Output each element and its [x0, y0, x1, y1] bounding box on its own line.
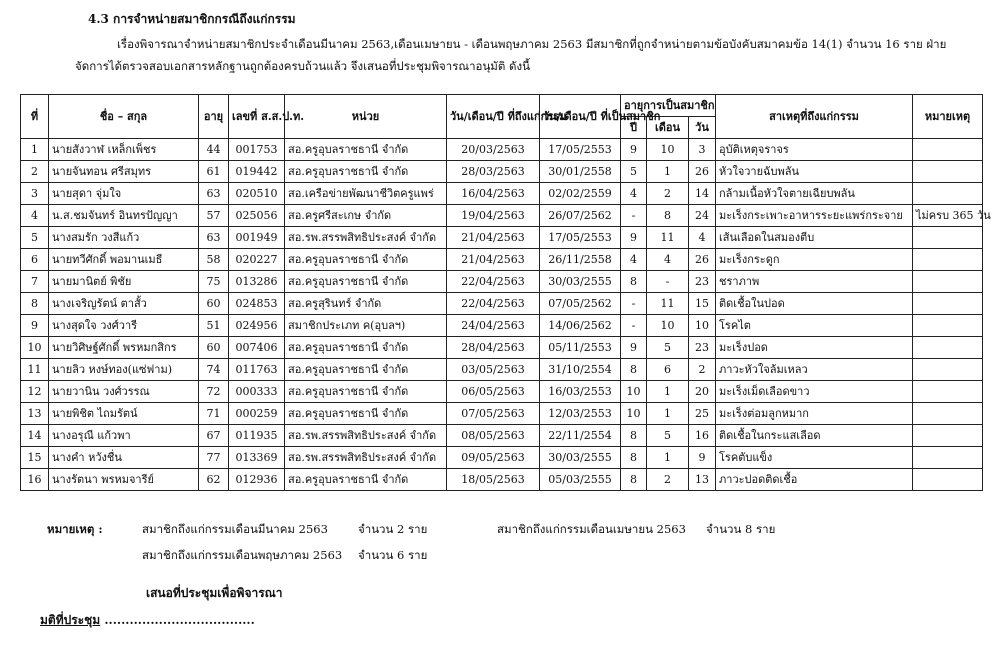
cell-unit: สอ.รพ.สรรพสิทธิประสงค์ จำกัด — [285, 227, 447, 249]
cell-remark — [913, 293, 983, 315]
cell-remark — [913, 469, 983, 491]
cell-age: 62 — [199, 469, 229, 491]
cell-remark — [913, 425, 983, 447]
cell-name: นายจันทอน ศรีสมุทร — [49, 161, 199, 183]
cell-days: 16 — [689, 425, 716, 447]
cell-no: 6 — [21, 249, 49, 271]
cell-member-id: 013369 — [229, 447, 285, 469]
cell-cause: มะเร็งกระดูก — [716, 249, 913, 271]
cell-death-date: 22/04/2563 — [447, 271, 540, 293]
cell-death-date: 20/03/2563 — [447, 139, 540, 161]
cell-age: 57 — [199, 205, 229, 227]
note-may-count: จำนวน 6 ราย — [358, 548, 428, 562]
cell-months: 4 — [647, 249, 689, 271]
cell-years: 8 — [621, 447, 647, 469]
cell-join-date: 05/11/2553 — [540, 337, 621, 359]
cell-years: 9 — [621, 227, 647, 249]
cell-years: - — [621, 205, 647, 227]
table-row — [21, 315, 983, 337]
cell-days: 3 — [689, 139, 716, 161]
table-row — [21, 249, 983, 271]
cell-name: นายพิชิต ไถมรัตน์ — [49, 403, 199, 425]
cell-months: 8 — [647, 205, 689, 227]
cell-no: 12 — [21, 381, 49, 403]
cell-days: 4 — [689, 227, 716, 249]
col-header-name: ชื่อ – สกุล — [49, 95, 199, 139]
table-row — [21, 271, 983, 293]
resolution-line — [40, 611, 255, 630]
cell-days: 9 — [689, 447, 716, 469]
table-row — [21, 161, 983, 183]
cell-join-date: 14/06/2562 — [540, 315, 621, 337]
cell-name: น.ส.ชมจันทร์ อินทรปัญญา — [49, 205, 199, 227]
cell-months: 1 — [647, 381, 689, 403]
cell-unit: สอ.ครูอุบลราชธานี จำกัด — [285, 249, 447, 271]
cell-name: นางสุดใจ วงศ์วารี — [49, 315, 199, 337]
cell-no: 8 — [21, 293, 49, 315]
table-row — [21, 469, 983, 491]
cell-name: นายวิศิษฐ์ศักดิ์ พรหมกสิกร — [49, 337, 199, 359]
cell-age: 58 — [199, 249, 229, 271]
cell-days: 26 — [689, 249, 716, 271]
cell-months: 11 — [647, 293, 689, 315]
cell-months: 5 — [647, 337, 689, 359]
cell-remark — [913, 227, 983, 249]
cell-age: 61 — [199, 161, 229, 183]
cell-no: 7 — [21, 271, 49, 293]
cell-age: 51 — [199, 315, 229, 337]
notes-label: หมายเหตุ : — [47, 522, 103, 536]
cell-member-id: 013286 — [229, 271, 285, 293]
cell-years: - — [621, 293, 647, 315]
cell-join-date: 30/01/2558 — [540, 161, 621, 183]
col-header-member-id: เลขที่ ส.ส.ป.ท. — [229, 95, 285, 139]
cell-join-date: 30/03/2555 — [540, 271, 621, 293]
col-header-join-date: วัน/เดือน/ปี ที่เป็นสมาชิก — [540, 95, 621, 139]
cell-days: 15 — [689, 293, 716, 315]
cell-join-date: 31/10/2554 — [540, 359, 621, 381]
col-header-death-date: วัน/เดือน/ปี ที่ถึงแก่กรรม — [447, 95, 540, 139]
cell-years: - — [621, 315, 647, 337]
cell-join-date: 12/03/2553 — [540, 403, 621, 425]
cell-remark — [913, 381, 983, 403]
cell-member-id: 024853 — [229, 293, 285, 315]
table-row — [21, 381, 983, 403]
cell-age: 67 — [199, 425, 229, 447]
cell-remark — [913, 249, 983, 271]
cell-months: 1 — [647, 161, 689, 183]
cell-death-date: 28/03/2563 — [447, 161, 540, 183]
cell-join-date: 17/05/2553 — [540, 139, 621, 161]
cell-join-date: 17/05/2553 — [540, 227, 621, 249]
cell-death-date: 21/04/2563 — [447, 249, 540, 271]
cell-member-id: 020510 — [229, 183, 285, 205]
cell-death-date: 22/04/2563 — [447, 293, 540, 315]
cell-months: 10 — [647, 139, 689, 161]
cell-months: 11 — [647, 227, 689, 249]
cell-days: 2 — [689, 359, 716, 381]
col-header-cause: สาเหตุที่ถึงแก่กรรม — [716, 95, 913, 139]
cell-age: 75 — [199, 271, 229, 293]
cell-age: 71 — [199, 403, 229, 425]
cell-cause: กล้ามเนื้อหัวใจตายเฉียบพลัน — [716, 183, 913, 205]
table-body — [21, 139, 991, 491]
cell-cause: ภาวะหัวใจล้มเหลว — [716, 359, 913, 381]
cell-age: 72 — [199, 381, 229, 403]
cell-join-date: 05/03/2555 — [540, 469, 621, 491]
cell-remark — [913, 359, 983, 381]
cell-months: 10 — [647, 315, 689, 337]
cell-days: 10 — [689, 315, 716, 337]
cell-member-id: 000259 — [229, 403, 285, 425]
cell-remark — [913, 161, 983, 183]
cell-remark — [913, 403, 983, 425]
table-row — [21, 205, 983, 227]
cell-no: 2 — [21, 161, 49, 183]
cell-unit: สอ.ครูอุบลราชธานี จำกัด — [285, 139, 447, 161]
cell-cause: ติดเชื้อในปอด — [716, 293, 913, 315]
cell-name: นางคำ หวังชื่น — [49, 447, 199, 469]
cell-no: 11 — [21, 359, 49, 381]
cell-cause: หัวใจวายฉับพลัน — [716, 161, 913, 183]
cell-age: 63 — [199, 183, 229, 205]
table-row — [21, 293, 983, 315]
table-row — [21, 359, 983, 381]
cell-years: 8 — [621, 425, 647, 447]
cell-days: 26 — [689, 161, 716, 183]
col-header-membership: อายุการเป็นสมาชิก — [621, 95, 716, 117]
cell-months: 6 — [647, 359, 689, 381]
cell-name: นายทวีศักดิ์ พอมานเมธี — [49, 249, 199, 271]
cell-unit: สอ.ครูอุบลราชธานี จำกัด — [285, 381, 447, 403]
proposal-text: เสนอที่ประชุมเพื่อพิจารณา — [146, 586, 283, 600]
cell-cause: อุบัติเหตุจราจร — [716, 139, 913, 161]
cell-days: 24 — [689, 205, 716, 227]
cell-days: 23 — [689, 337, 716, 359]
cell-member-id: 011935 — [229, 425, 285, 447]
cell-join-date: 16/03/2553 — [540, 381, 621, 403]
cell-no: 10 — [21, 337, 49, 359]
col-header-months: เดือน — [647, 117, 689, 139]
cell-death-date: 09/05/2563 — [447, 447, 540, 469]
cell-cause: ติดเชื้อในกระแสเลือด — [716, 425, 913, 447]
cell-name: นายมานิตย์ พิชัย — [49, 271, 199, 293]
cell-no: 14 — [21, 425, 49, 447]
cell-no: 1 — [21, 139, 49, 161]
cell-unit: สอ.รพ.สรรพสิทธิประสงค์ จำกัด — [285, 447, 447, 469]
cell-join-date: 26/07/2562 — [540, 205, 621, 227]
cell-months: - — [647, 271, 689, 293]
cell-days: 25 — [689, 403, 716, 425]
cell-no: 16 — [21, 469, 49, 491]
cell-join-date: 02/02/2559 — [540, 183, 621, 205]
cell-years: 9 — [621, 337, 647, 359]
cell-cause: โรคไต — [716, 315, 913, 337]
cell-join-date: 26/11/2558 — [540, 249, 621, 271]
cell-death-date: 07/05/2563 — [447, 403, 540, 425]
cell-cause: มะเร็งต่อมลูกหมาก — [716, 403, 913, 425]
cell-death-date: 08/05/2563 — [447, 425, 540, 447]
cell-remark — [913, 271, 983, 293]
cell-member-id: 001949 — [229, 227, 285, 249]
cell-years: 8 — [621, 469, 647, 491]
cell-member-id: 024956 — [229, 315, 285, 337]
cell-years: 8 — [621, 271, 647, 293]
cell-name: นายสุดา จุ่มใจ — [49, 183, 199, 205]
cell-years: 9 — [621, 139, 647, 161]
cell-member-id: 012936 — [229, 469, 285, 491]
intro-paragraph: เรื่องพิจารณาจำหน่ายสมาชิกประจำเดือนมีนาคม 2563,เดือนเมษายน - เดือนพฤษภาคม 2563 มีสมาชิกที่ถูกจำหน่ายตามข้อบังคับสมาคมข้อ 14(1) จำนวน 16 ราย ฝ่ายจัดการได้ตรวจสอบเอกสารหลักฐานถูกต้องครบถ้วนแล้ว จึงเสนอที่ประชุมพิจารณาอนุมัติ ดังนี้ — [75, 37, 947, 73]
cell-cause: มะเร็งปอด — [716, 337, 913, 359]
table-row — [21, 227, 983, 249]
cell-join-date: 30/03/2555 — [540, 447, 621, 469]
cell-unit: สอ.ครูอุบลราชธานี จำกัด — [285, 359, 447, 381]
cell-cause: มะเร็งกระเพาะอาหารระยะแพร่กระจาย — [716, 205, 913, 227]
cell-member-id: 019442 — [229, 161, 285, 183]
cell-remark — [913, 183, 983, 205]
table-row — [21, 337, 983, 359]
cell-unit: สอ.ครูอุบลราชธานี จำกัด — [285, 271, 447, 293]
cell-no: 4 — [21, 205, 49, 227]
cell-months: 2 — [647, 183, 689, 205]
col-header-unit: หน่วย — [285, 95, 447, 139]
cell-years: 10 — [621, 381, 647, 403]
cell-member-id: 007406 — [229, 337, 285, 359]
cell-remark — [913, 447, 983, 469]
table-row — [21, 425, 983, 447]
cell-join-date: 07/05/2562 — [540, 293, 621, 315]
col-header-years: ปี — [621, 117, 647, 139]
cell-unit: สอ.ครูอุบลราชธานี จำกัด — [285, 469, 447, 491]
deceased-members-table — [20, 94, 991, 491]
col-header-days: วัน — [689, 117, 716, 139]
cell-member-id: 001753 — [229, 139, 285, 161]
table-row — [21, 139, 983, 161]
table-row — [21, 183, 983, 205]
cell-unit: สอ.ครูสุรินทร์ จำกัด — [285, 293, 447, 315]
cell-age: 44 — [199, 139, 229, 161]
cell-months: 2 — [647, 469, 689, 491]
cell-days: 13 — [689, 469, 716, 491]
cell-age: 74 — [199, 359, 229, 381]
col-header-no: ที่ — [21, 95, 49, 139]
cell-months: 1 — [647, 447, 689, 469]
cell-unit: สอ.รพ.สรรพสิทธิประสงค์ จำกัด — [285, 425, 447, 447]
cell-unit: สอ.เครือข่ายพัฒนาชีวิตครูแพร่ — [285, 183, 447, 205]
cell-member-id: 011763 — [229, 359, 285, 381]
cell-unit: สอ.ครูอุบลราชธานี จำกัด — [285, 337, 447, 359]
cell-years: 4 — [621, 249, 647, 271]
cell-remark: ไม่ครบ 365 วัน — [913, 205, 983, 227]
cell-member-id: 000333 — [229, 381, 285, 403]
cell-death-date: 28/04/2563 — [447, 337, 540, 359]
cell-cause: ภาวะปอดติดเชื้อ — [716, 469, 913, 491]
cell-death-date: 24/04/2563 — [447, 315, 540, 337]
resolution-value: .................................... — [104, 613, 255, 627]
cell-death-date: 03/05/2563 — [447, 359, 540, 381]
cell-join-date: 22/11/2554 — [540, 425, 621, 447]
cell-death-date: 19/04/2563 — [447, 205, 540, 227]
cell-name: นายลิว หงษ์ทอง(แซ่ฟาม) — [49, 359, 199, 381]
col-header-age: อายุ — [199, 95, 229, 139]
cell-death-date: 06/05/2563 — [447, 381, 540, 403]
cell-unit: สมาชิกประเภท ค(อุบลฯ) — [285, 315, 447, 337]
cell-remark — [913, 139, 983, 161]
section-heading: 4.3 การจำหน่ายสมาชิกกรณีถึงแก่กรรม — [88, 12, 296, 26]
cell-cause: เส้นเลือดในสมองตีบ — [716, 227, 913, 249]
col-header-remark: หมายเหตุ — [913, 95, 983, 139]
cell-death-date: 16/04/2563 — [447, 183, 540, 205]
note-march: สมาชิกถึงแก่กรรมเดือนมีนาคม 2563 — [142, 522, 328, 536]
cell-days: 14 — [689, 183, 716, 205]
cell-years: 5 — [621, 161, 647, 183]
cell-cause: มะเร็งเม็ดเลือดขาว — [716, 381, 913, 403]
cell-name: นางเจริญรัตน์ ตาสั้ว — [49, 293, 199, 315]
table-row — [21, 403, 983, 425]
cell-remark — [913, 315, 983, 337]
resolution-label: มติที่ประชุม — [40, 613, 101, 627]
cell-age: 60 — [199, 293, 229, 315]
cell-age: 77 — [199, 447, 229, 469]
cell-no: 15 — [21, 447, 49, 469]
cell-cause: โรคตับแข็ง — [716, 447, 913, 469]
note-may: สมาชิกถึงแก่กรรมเดือนพฤษภาคม 2563 — [142, 548, 343, 562]
cell-months: 5 — [647, 425, 689, 447]
table-row — [21, 447, 983, 469]
cell-name: นายวานิน วงศ์วรรณ — [49, 381, 199, 403]
cell-unit: สอ.ครูศรีสะเกษ จำกัด — [285, 205, 447, 227]
cell-member-id: 020227 — [229, 249, 285, 271]
note-april: สมาชิกถึงแก่กรรมเดือนเมษายน 2563 — [497, 522, 686, 536]
cell-name: นายสังวาฬ เหล็กเพ็ชร — [49, 139, 199, 161]
cell-years: 8 — [621, 359, 647, 381]
note-march-count: จำนวน 2 ราย — [358, 522, 428, 536]
cell-days: 23 — [689, 271, 716, 293]
cell-years: 10 — [621, 403, 647, 425]
cell-death-date: 18/05/2563 — [447, 469, 540, 491]
cell-months: 1 — [647, 403, 689, 425]
cell-no: 13 — [21, 403, 49, 425]
cell-age: 63 — [199, 227, 229, 249]
cell-no: 9 — [21, 315, 49, 337]
cell-years: 4 — [621, 183, 647, 205]
cell-name: นางอรุณี แก้วพา — [49, 425, 199, 447]
cell-death-date: 21/04/2563 — [447, 227, 540, 249]
cell-unit: สอ.ครูอุบลราชธานี จำกัด — [285, 161, 447, 183]
cell-name: นางรัตนา พรหมจารีย์ — [49, 469, 199, 491]
cell-member-id: 025056 — [229, 205, 285, 227]
cell-no: 3 — [21, 183, 49, 205]
cell-name: นางสมรัก วงสีแก้ว — [49, 227, 199, 249]
note-april-count: จำนวน 8 ราย — [706, 522, 776, 536]
cell-days: 20 — [689, 381, 716, 403]
cell-cause: ชราภาพ — [716, 271, 913, 293]
cell-age: 60 — [199, 337, 229, 359]
cell-unit: สอ.ครูอุบลราชธานี จำกัด — [285, 403, 447, 425]
cell-no: 5 — [21, 227, 49, 249]
cell-remark — [913, 337, 983, 359]
